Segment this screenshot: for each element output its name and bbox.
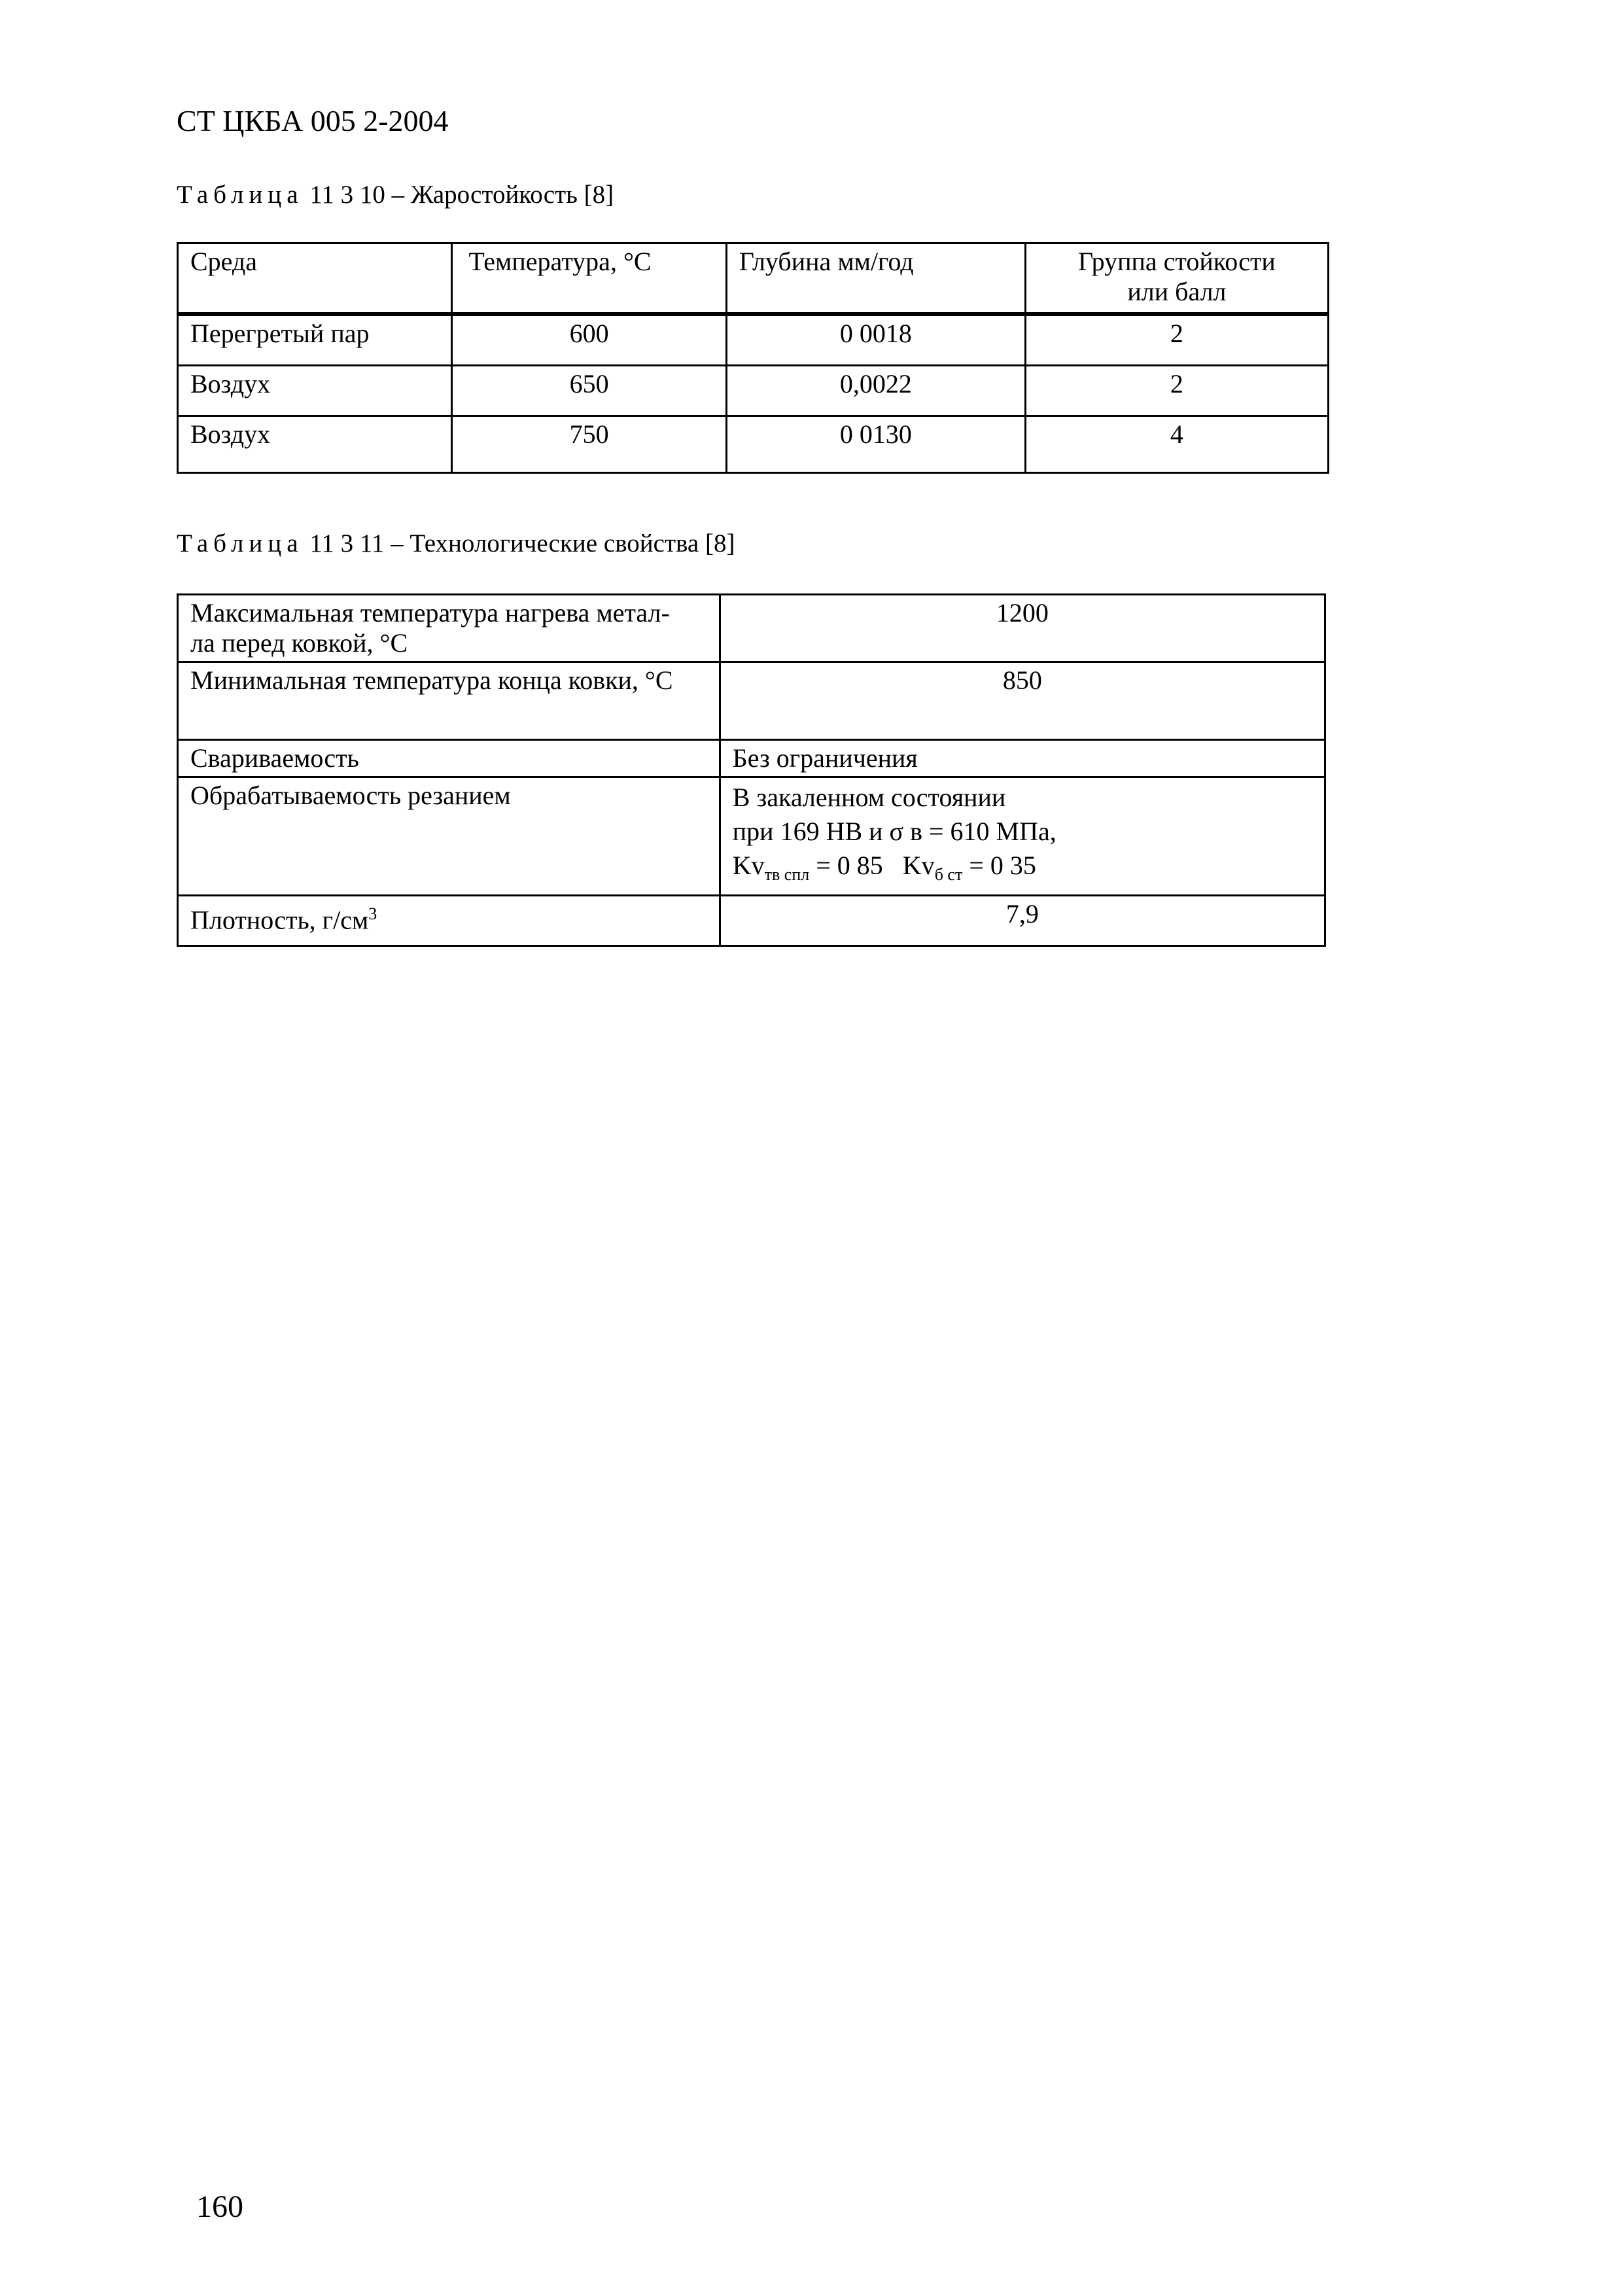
cell-env: Перегретый пар bbox=[178, 314, 452, 366]
row-label-machinability: Обрабатываемость резанием bbox=[178, 777, 720, 896]
cell-temp: 600 bbox=[452, 314, 726, 366]
row-value-max-temp: 1200 bbox=[720, 595, 1325, 662]
cell-temp: 650 bbox=[452, 366, 726, 416]
header-group: Группа стойкости или балл bbox=[1025, 243, 1328, 315]
table-row bbox=[178, 777, 1325, 896]
header-temp: Температура, °С bbox=[452, 243, 726, 315]
cell-depth: 0 0018 bbox=[726, 314, 1025, 366]
table-row bbox=[178, 740, 1325, 777]
cell-group: 2 bbox=[1025, 366, 1328, 416]
table2-caption-number: 11 3 11 bbox=[309, 529, 385, 557]
table2-caption-title: – Технологические свойства [8] bbox=[391, 529, 735, 557]
row-label-density: Плотность, $г/см^3$ bbox=[178, 896, 720, 946]
cell-env: Воздух bbox=[178, 416, 452, 473]
table-row bbox=[178, 314, 1329, 366]
header-env: Среда bbox=[178, 243, 452, 315]
row-value-machinability: В закаленном состоянии при 169 НВ и σ в = 610 МПа, $Kv_{тв спл} = 0$ 85 $Kv_{б ст} = 0$ 35 bbox=[720, 777, 1325, 896]
cell-depth: 0,0022 bbox=[726, 366, 1025, 416]
cell-group: 4 bbox=[1025, 416, 1328, 473]
cell-depth: 0 0130 bbox=[726, 416, 1025, 473]
document-code: СТ ЦКБА 005 2-2004 bbox=[177, 104, 449, 137]
heat-resistance-table bbox=[177, 242, 1329, 474]
table-row bbox=[178, 595, 1325, 662]
kv-coefficients: $Kv_{тв спл} = 0$ 85 $Kv_{б ст} = 0$ 35 bbox=[732, 851, 1036, 884]
technological-properties-table bbox=[177, 593, 1326, 947]
table1-caption-number: 11 3 10 bbox=[309, 181, 385, 209]
table-row bbox=[178, 662, 1325, 740]
row-label-min-temp: Минимальная температура конца ковки, °С bbox=[178, 662, 720, 740]
row-value-density: 7,9 bbox=[720, 896, 1325, 946]
table1-caption bbox=[177, 180, 614, 209]
cell-temp: 750 bbox=[452, 416, 726, 473]
row-label-max-temp: Максимальная температура нагрева метал- ла перед ковкой, °С bbox=[178, 595, 720, 662]
page-number: 160 bbox=[196, 2189, 243, 2224]
cell-env: Воздух bbox=[178, 366, 452, 416]
table-header-row bbox=[178, 243, 1329, 315]
table1-caption-word: Таблица bbox=[177, 181, 304, 209]
row-value-min-temp: 850 bbox=[720, 662, 1325, 740]
table2-caption bbox=[177, 529, 735, 558]
row-value-weldability: Без ограничения bbox=[720, 740, 1325, 777]
row-label-weldability: Свариваемость bbox=[178, 740, 720, 777]
table-row bbox=[178, 416, 1329, 473]
table-row bbox=[178, 896, 1325, 946]
header-depth: Глубина мм/год bbox=[726, 243, 1025, 315]
table-row bbox=[178, 366, 1329, 416]
table2-caption-word: Таблица bbox=[177, 529, 304, 557]
cell-group: 2 bbox=[1025, 314, 1328, 366]
table1-caption-title: – Жаростойкость [8] bbox=[391, 181, 614, 209]
